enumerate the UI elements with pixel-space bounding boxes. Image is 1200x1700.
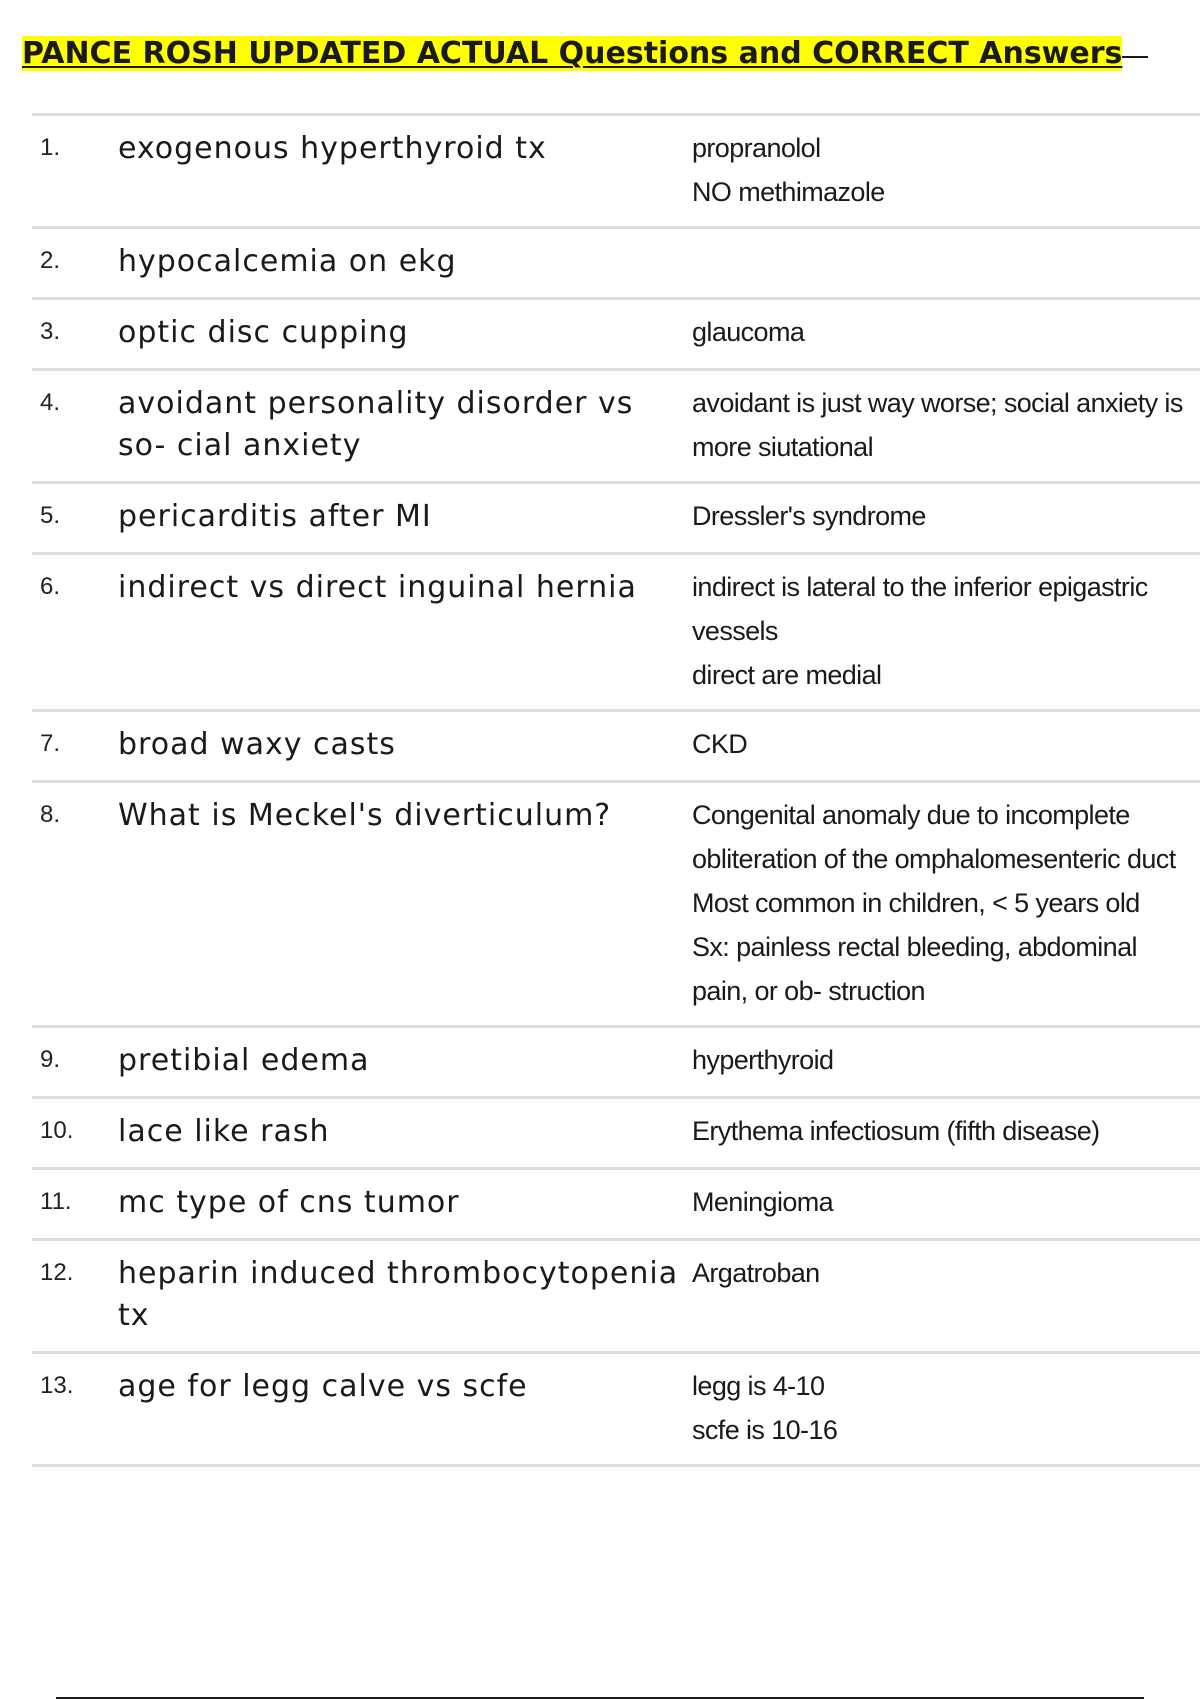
question-text: avoidant personality disorder vs so- cial anxiety bbox=[118, 386, 634, 463]
table-row bbox=[32, 483, 1200, 554]
question-number: 4. bbox=[40, 389, 61, 416]
question-text: heparin induced thrombocytopenia tx bbox=[118, 1256, 679, 1333]
answer-cell bbox=[692, 1027, 1200, 1098]
table-row bbox=[32, 115, 1200, 228]
table-row bbox=[32, 1353, 1200, 1466]
table-row bbox=[32, 1169, 1200, 1240]
answer-line: Dressler's syndrome bbox=[692, 501, 926, 531]
question-text: lace like rash bbox=[118, 1114, 330, 1149]
answer-line: Most common in children, < 5 years old bbox=[692, 888, 1140, 918]
question-number: 2. bbox=[40, 247, 61, 274]
answer-line: Sx: painless rectal bleeding, abdominal pain, or ob- struction bbox=[692, 932, 1137, 1006]
question-text: broad waxy casts bbox=[118, 727, 396, 762]
table-row bbox=[32, 1098, 1200, 1169]
answer-line: glaucoma bbox=[692, 317, 805, 347]
table-row bbox=[32, 782, 1200, 1027]
table-row bbox=[32, 711, 1200, 782]
page-title bbox=[22, 34, 1148, 74]
table-row bbox=[32, 1027, 1200, 1098]
answer-line: NO methimazole bbox=[692, 177, 885, 207]
title-dash bbox=[1122, 56, 1148, 58]
question-number: 9. bbox=[40, 1046, 61, 1073]
question-text: pretibial edema bbox=[118, 1043, 370, 1078]
question-number: 13. bbox=[40, 1372, 74, 1399]
question-text: age for legg calve vs scfe bbox=[118, 1369, 528, 1404]
answer-cell bbox=[692, 1098, 1200, 1169]
answer-line: avoidant is just way worse; social anxiety is more siutational bbox=[692, 388, 1183, 462]
answer-line: hyperthyroid bbox=[692, 1045, 834, 1075]
question-number: 3. bbox=[40, 318, 61, 345]
table-row bbox=[32, 228, 1200, 299]
question-text: exogenous hyperthyroid tx bbox=[118, 131, 547, 166]
answer-line: Congenital anomaly due to incomplete obliteration of the omphalomesenteric duct bbox=[692, 800, 1176, 874]
footer-rule bbox=[56, 1697, 1144, 1699]
answer-cell bbox=[692, 299, 1200, 370]
question-number: 11. bbox=[40, 1188, 72, 1215]
answer-cell bbox=[692, 115, 1200, 228]
table-row bbox=[32, 1240, 1200, 1353]
answer-line: indirect is lateral to the inferior epigastric vessels bbox=[692, 572, 1148, 646]
answer-cell bbox=[692, 228, 1200, 299]
question-number: 8. bbox=[40, 801, 61, 828]
table-row bbox=[32, 370, 1200, 483]
question-number: 1. bbox=[40, 134, 61, 161]
question-number: 10. bbox=[40, 1117, 74, 1144]
page-title-text: PANCE ROSH UPDATED ACTUAL Questions and CORRECT Answers bbox=[22, 36, 1123, 71]
question-text: pericarditis after MI bbox=[118, 499, 432, 534]
answer-line: direct are medial bbox=[692, 660, 882, 690]
question-text: indirect vs direct inguinal hernia bbox=[118, 570, 637, 605]
qa-table-body bbox=[32, 115, 1200, 1466]
answer-line: legg is 4-10 bbox=[692, 1371, 825, 1401]
table-row bbox=[32, 299, 1200, 370]
question-number: 5. bbox=[40, 502, 61, 529]
answer-line: CKD bbox=[692, 729, 748, 759]
question-number: 12. bbox=[40, 1259, 74, 1286]
question-text: mc type of cns tumor bbox=[118, 1185, 460, 1220]
question-text: hypocalcemia on ekg bbox=[118, 244, 457, 279]
answer-cell bbox=[692, 1169, 1200, 1240]
answer-cell bbox=[692, 782, 1200, 1027]
answer-line: Argatroban bbox=[692, 1258, 820, 1288]
answer-cell bbox=[692, 370, 1200, 483]
question-number: 7. bbox=[40, 730, 61, 757]
question-number: 6. bbox=[40, 573, 61, 600]
question-text: What is Meckel's diverticulum? bbox=[118, 798, 612, 833]
qa-table bbox=[32, 113, 1200, 1467]
answer-line: Erythema infectiosum (fifth disease) bbox=[692, 1116, 1100, 1146]
answer-cell bbox=[692, 554, 1200, 711]
answer-cell bbox=[692, 1240, 1200, 1353]
answer-line: propranolol bbox=[692, 133, 821, 163]
question-text: optic disc cupping bbox=[118, 315, 409, 350]
answer-cell bbox=[692, 711, 1200, 782]
answer-line: scfe is 10-16 bbox=[692, 1415, 838, 1445]
answer-cell bbox=[692, 483, 1200, 554]
answer-line: Meningioma bbox=[692, 1187, 834, 1217]
answer-cell bbox=[692, 1353, 1200, 1466]
table-row bbox=[32, 554, 1200, 711]
